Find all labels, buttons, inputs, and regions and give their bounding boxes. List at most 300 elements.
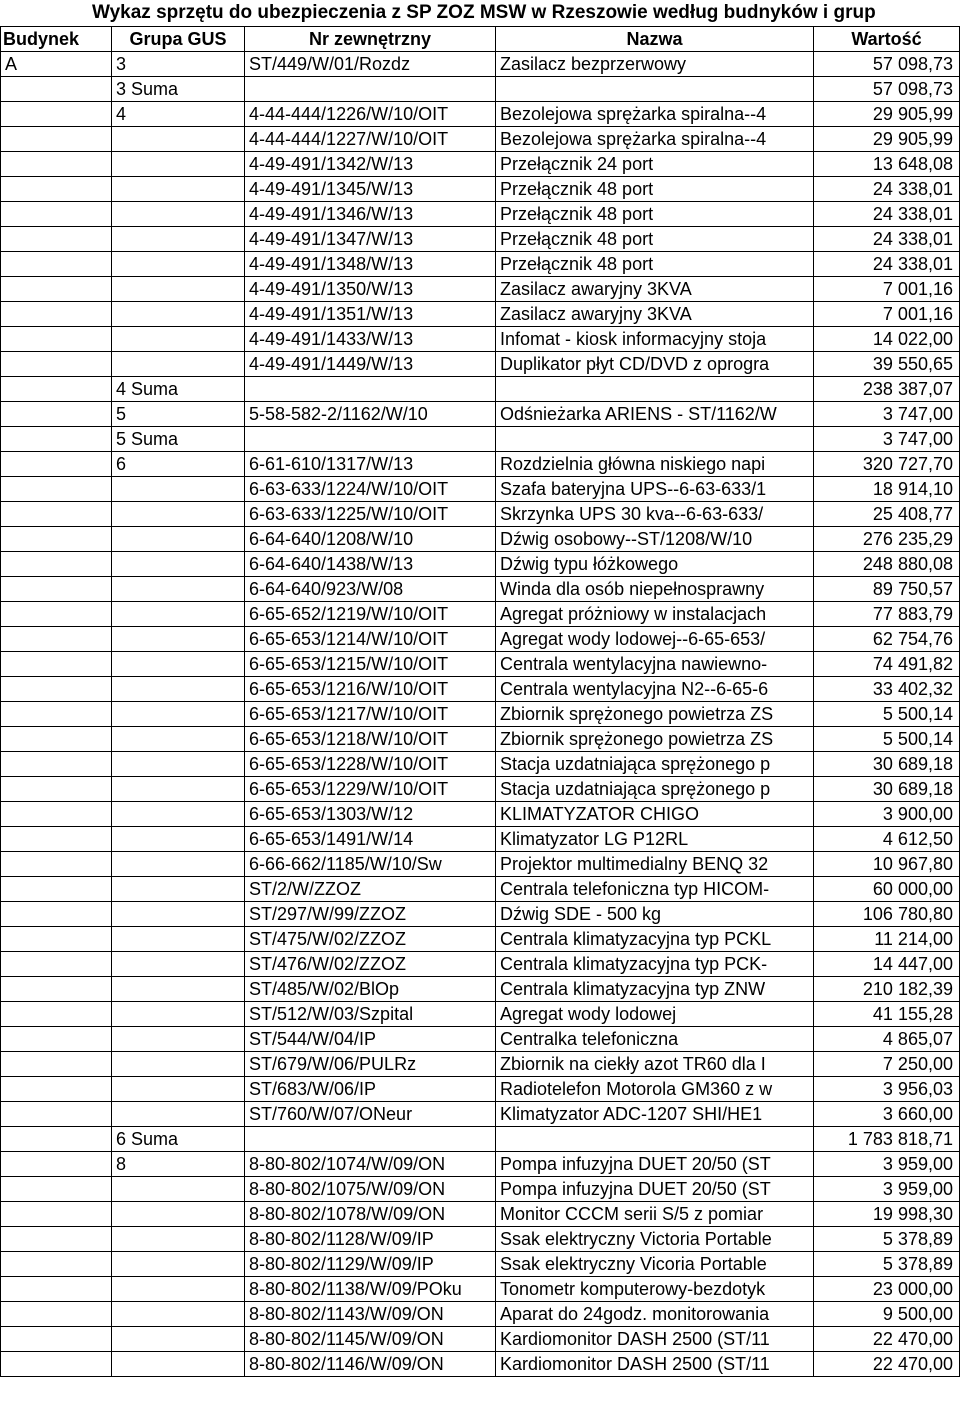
table-row	[1, 1202, 960, 1227]
nr-zewnetrzny-cell: ST/485/W/02/BlOp	[245, 977, 496, 1002]
wartosc-cell: 5 500,14	[814, 702, 960, 727]
nr-zewnetrzny-cell: ST/475/W/02/ZZOZ	[245, 927, 496, 952]
nazwa-cell: Dźwig osobowy--ST/1208/W/10	[496, 527, 814, 552]
wartosc-cell: 5 378,89	[814, 1227, 960, 1252]
wartosc-cell: 57 098,73	[814, 52, 960, 77]
wartosc-cell: 4 865,07	[814, 1027, 960, 1052]
budynek-cell	[1, 1102, 112, 1127]
wartosc-cell: 29 905,99	[814, 102, 960, 127]
wartosc-cell: 14 022,00	[814, 327, 960, 352]
nr-zewnetrzny-cell	[245, 427, 496, 452]
table-row	[1, 1177, 960, 1202]
nr-zewnetrzny-cell: 4-49-491/1342/W/13	[245, 152, 496, 177]
wartosc-cell: 77 883,79	[814, 602, 960, 627]
budynek-cell	[1, 77, 112, 102]
budynek-cell	[1, 852, 112, 877]
wartosc-cell: 7 001,16	[814, 302, 960, 327]
header-grupa-gus: Grupa GUS	[112, 27, 245, 52]
nazwa-cell: Zasilacz awaryjny 3KVA	[496, 302, 814, 327]
table-row	[1, 1052, 960, 1077]
budynek-cell	[1, 377, 112, 402]
budynek-cell	[1, 1177, 112, 1202]
budynek-cell	[1, 127, 112, 152]
nazwa-cell: Agregat próżniowy w instalacjach	[496, 602, 814, 627]
table-row	[1, 1252, 960, 1277]
table-row	[1, 702, 960, 727]
budynek-cell	[1, 577, 112, 602]
nazwa-cell: Centrala wentylacyjna nawiewno-	[496, 652, 814, 677]
budynek-cell	[1, 802, 112, 827]
nr-zewnetrzny-cell: 6-65-653/1228/W/10/OIT	[245, 752, 496, 777]
nr-zewnetrzny-cell: 8-80-802/1143/W/09/ON	[245, 1302, 496, 1327]
table-row	[1, 152, 960, 177]
nr-zewnetrzny-cell: 4-49-491/1346/W/13	[245, 202, 496, 227]
nazwa-cell: Centrala telefoniczna typ HICOM-	[496, 877, 814, 902]
wartosc-cell: 3 747,00	[814, 427, 960, 452]
grupa-gus-cell	[112, 1302, 245, 1327]
nr-zewnetrzny-cell: ST/544/W/04/IP	[245, 1027, 496, 1052]
budynek-cell	[1, 752, 112, 777]
table-row	[1, 352, 960, 377]
wartosc-cell: 24 338,01	[814, 177, 960, 202]
equipment-table	[0, 26, 960, 1377]
budynek-cell	[1, 977, 112, 1002]
wartosc-cell: 13 648,08	[814, 152, 960, 177]
wartosc-cell: 22 470,00	[814, 1352, 960, 1377]
nr-zewnetrzny-cell: 8-80-802/1075/W/09/ON	[245, 1177, 496, 1202]
budynek-cell	[1, 602, 112, 627]
budynek-cell	[1, 352, 112, 377]
grupa-gus-cell: 8	[112, 1152, 245, 1177]
budynek-cell	[1, 1327, 112, 1352]
grupa-gus-cell: 4 Suma	[112, 377, 245, 402]
wartosc-cell: 5 500,14	[814, 727, 960, 752]
wartosc-cell: 57 098,73	[814, 77, 960, 102]
grupa-gus-cell	[112, 502, 245, 527]
nazwa-cell: Przełącznik 48 port	[496, 202, 814, 227]
nr-zewnetrzny-cell: 4-49-491/1351/W/13	[245, 302, 496, 327]
budynek-cell	[1, 1002, 112, 1027]
nr-zewnetrzny-cell: 6-65-653/1229/W/10/OIT	[245, 777, 496, 802]
budynek-cell	[1, 252, 112, 277]
nr-zewnetrzny-cell: 6-65-653/1214/W/10/OIT	[245, 627, 496, 652]
nazwa-cell: Agregat wody lodowej	[496, 1002, 814, 1027]
table-row	[1, 452, 960, 477]
table-row	[1, 402, 960, 427]
grupa-gus-cell	[112, 1327, 245, 1352]
grupa-gus-cell: 3 Suma	[112, 77, 245, 102]
header-wartosc: Wartość	[814, 27, 960, 52]
budynek-cell	[1, 927, 112, 952]
title-text: Wykaz sprzętu do ubezpieczenia z SP ZOZ MSW w Rzeszowie według budnyków i grup	[92, 2, 876, 23]
nr-zewnetrzny-cell: 4-44-444/1226/W/10/OIT	[245, 102, 496, 127]
nazwa-cell: Przełącznik 48 port	[496, 177, 814, 202]
table-row	[1, 827, 960, 852]
table-row	[1, 1152, 960, 1177]
wartosc-cell: 24 338,01	[814, 227, 960, 252]
budynek-cell	[1, 527, 112, 552]
nazwa-cell: Centrala klimatyzacyjna typ PCK-	[496, 952, 814, 977]
nr-zewnetrzny-cell: 6-65-653/1217/W/10/OIT	[245, 702, 496, 727]
table-row	[1, 652, 960, 677]
nr-zewnetrzny-cell: 8-80-802/1078/W/09/ON	[245, 1202, 496, 1227]
nr-zewnetrzny-cell: 5-58-582-2/1162/W/10	[245, 402, 496, 427]
nr-zewnetrzny-cell: 6-66-662/1185/W/10/Sw	[245, 852, 496, 877]
wartosc-cell: 41 155,28	[814, 1002, 960, 1027]
nazwa-cell: Monitor CCCM serii S/5 z pomiar	[496, 1202, 814, 1227]
header-nazwa: Nazwa	[496, 27, 814, 52]
wartosc-cell: 3 660,00	[814, 1102, 960, 1127]
grupa-gus-cell: 5	[112, 402, 245, 427]
wartosc-cell: 3 900,00	[814, 802, 960, 827]
grupa-gus-cell	[112, 302, 245, 327]
grupa-gus-cell: 6 Suma	[112, 1127, 245, 1152]
table-row	[1, 202, 960, 227]
wartosc-cell: 3 747,00	[814, 402, 960, 427]
nr-zewnetrzny-cell: 6-64-640/923/W/08	[245, 577, 496, 602]
grupa-gus-cell	[112, 952, 245, 977]
nr-zewnetrzny-cell: 8-80-802/1074/W/09/ON	[245, 1152, 496, 1177]
grupa-gus-cell	[112, 927, 245, 952]
budynek-cell	[1, 1302, 112, 1327]
table-row	[1, 727, 960, 752]
budynek-cell	[1, 152, 112, 177]
budynek-cell	[1, 1352, 112, 1377]
table-row	[1, 977, 960, 1002]
table-row	[1, 477, 960, 502]
wartosc-cell: 276 235,29	[814, 527, 960, 552]
budynek-cell	[1, 1277, 112, 1302]
table-row	[1, 677, 960, 702]
wartosc-cell: 210 182,39	[814, 977, 960, 1002]
grupa-gus-cell	[112, 902, 245, 927]
wartosc-cell: 33 402,32	[814, 677, 960, 702]
budynek-cell	[1, 1127, 112, 1152]
budynek-cell	[1, 427, 112, 452]
nr-zewnetrzny-cell: ST/449/W/01/Rozdz	[245, 52, 496, 77]
table-row	[1, 1127, 960, 1152]
nazwa-cell: Kardiomonitor DASH 2500 (ST/11	[496, 1352, 814, 1377]
budynek-cell	[1, 1077, 112, 1102]
grupa-gus-cell	[112, 277, 245, 302]
nr-zewnetrzny-cell: 6-65-653/1491/W/14	[245, 827, 496, 852]
nr-zewnetrzny-cell: 4-49-491/1347/W/13	[245, 227, 496, 252]
nazwa-cell: Dźwig typu łóżkowego	[496, 552, 814, 577]
grupa-gus-cell	[112, 1027, 245, 1052]
budynek-cell	[1, 1252, 112, 1277]
budynek-cell	[1, 177, 112, 202]
nazwa-cell: Projektor multimedialny BENQ 32	[496, 852, 814, 877]
grupa-gus-cell	[112, 1227, 245, 1252]
budynek-cell	[1, 702, 112, 727]
table-row	[1, 602, 960, 627]
wartosc-cell: 3 959,00	[814, 1177, 960, 1202]
grupa-gus-cell	[112, 352, 245, 377]
nr-zewnetrzny-cell: 6-65-653/1216/W/10/OIT	[245, 677, 496, 702]
table-row	[1, 1077, 960, 1102]
nr-zewnetrzny-cell	[245, 77, 496, 102]
grupa-gus-cell	[112, 252, 245, 277]
grupa-gus-cell	[112, 852, 245, 877]
budynek-cell	[1, 477, 112, 502]
grupa-gus-cell	[112, 577, 245, 602]
budynek-cell	[1, 452, 112, 477]
nazwa-cell: Dźwig SDE - 500 kg	[496, 902, 814, 927]
nazwa-cell: Przełącznik 48 port	[496, 252, 814, 277]
table-row	[1, 1027, 960, 1052]
nazwa-cell: Zasilacz awaryjny 3KVA	[496, 277, 814, 302]
nazwa-cell: Tonometr komputerowy-bezdotyk	[496, 1277, 814, 1302]
nazwa-cell: Centrala klimatyzacyjna typ ZNW	[496, 977, 814, 1002]
grupa-gus-cell	[112, 1077, 245, 1102]
nr-zewnetrzny-cell: 6-61-610/1317/W/13	[245, 452, 496, 477]
wartosc-cell: 39 550,65	[814, 352, 960, 377]
nazwa-cell: Kardiomonitor DASH 2500 (ST/11	[496, 1327, 814, 1352]
wartosc-cell: 7 001,16	[814, 277, 960, 302]
wartosc-cell: 74 491,82	[814, 652, 960, 677]
nazwa-cell	[496, 427, 814, 452]
table-row	[1, 502, 960, 527]
wartosc-cell: 1 783 818,71	[814, 1127, 960, 1152]
nazwa-cell	[496, 377, 814, 402]
nazwa-cell: Winda dla osób niepełnosprawny	[496, 577, 814, 602]
wartosc-cell: 248 880,08	[814, 552, 960, 577]
nr-zewnetrzny-cell: ST/2/W/ZZOZ	[245, 877, 496, 902]
nazwa-cell: Centralka telefoniczna	[496, 1027, 814, 1052]
budynek-cell	[1, 952, 112, 977]
budynek-cell	[1, 827, 112, 852]
grupa-gus-cell	[112, 777, 245, 802]
nazwa-cell: Przełącznik 24 port	[496, 152, 814, 177]
nr-zewnetrzny-cell	[245, 377, 496, 402]
grupa-gus-cell	[112, 1177, 245, 1202]
budynek-cell	[1, 877, 112, 902]
table-row	[1, 302, 960, 327]
grupa-gus-cell	[112, 977, 245, 1002]
grupa-gus-cell: 3	[112, 52, 245, 77]
table-row	[1, 127, 960, 152]
nazwa-cell	[496, 77, 814, 102]
budynek-cell	[1, 327, 112, 352]
grupa-gus-cell	[112, 202, 245, 227]
wartosc-cell: 3 959,00	[814, 1152, 960, 1177]
header-budynek: Budynek	[1, 27, 112, 52]
nr-zewnetrzny-cell: ST/297/W/99/ZZOZ	[245, 902, 496, 927]
nr-zewnetrzny-cell: ST/679/W/06/PULRz	[245, 1052, 496, 1077]
budynek-cell	[1, 627, 112, 652]
budynek-cell	[1, 202, 112, 227]
nr-zewnetrzny-cell: 6-65-653/1218/W/10/OIT	[245, 727, 496, 752]
nazwa-cell: Duplikator płyt CD/DVD z oprogra	[496, 352, 814, 377]
nazwa-cell: Agregat wody lodowej--6-65-653/	[496, 627, 814, 652]
nr-zewnetrzny-cell: 4-49-491/1350/W/13	[245, 277, 496, 302]
nazwa-cell: Ssak elektryczny Victoria Portable	[496, 1227, 814, 1252]
nazwa-cell: Infomat - kiosk informacyjny stoja	[496, 327, 814, 352]
nr-zewnetrzny-cell: ST/683/W/06/IP	[245, 1077, 496, 1102]
wartosc-cell: 18 914,10	[814, 477, 960, 502]
wartosc-cell: 60 000,00	[814, 877, 960, 902]
nr-zewnetrzny-cell: 6-64-640/1208/W/10	[245, 527, 496, 552]
wartosc-cell: 22 470,00	[814, 1327, 960, 1352]
table-row	[1, 77, 960, 102]
nazwa-cell: Pompa infuzyjna DUET 20/50 (ST	[496, 1177, 814, 1202]
table-row	[1, 1227, 960, 1252]
nr-zewnetrzny-cell: 6-65-652/1219/W/10/OIT	[245, 602, 496, 627]
wartosc-cell: 11 214,00	[814, 927, 960, 952]
grupa-gus-cell	[112, 227, 245, 252]
nazwa-cell: Zbiornik na ciekły azot TR60 dla I	[496, 1052, 814, 1077]
grupa-gus-cell	[112, 477, 245, 502]
nr-zewnetrzny-cell: 8-80-802/1138/W/09/POku	[245, 1277, 496, 1302]
nazwa-cell: Zasilacz bezprzerwowy	[496, 52, 814, 77]
wartosc-cell: 23 000,00	[814, 1277, 960, 1302]
nazwa-cell: Ssak elektryczny Vicoria Portable	[496, 1252, 814, 1277]
table-row	[1, 102, 960, 127]
nr-zewnetrzny-cell: 8-80-802/1146/W/09/ON	[245, 1352, 496, 1377]
grupa-gus-cell	[112, 627, 245, 652]
table-row	[1, 527, 960, 552]
budynek-cell	[1, 402, 112, 427]
table-row	[1, 752, 960, 777]
nr-zewnetrzny-cell: 6-64-640/1438/W/13	[245, 552, 496, 577]
nr-zewnetrzny-cell: 8-80-802/1145/W/09/ON	[245, 1327, 496, 1352]
nazwa-cell: Zbiornik sprężonego powietrza ZS	[496, 702, 814, 727]
nazwa-cell: Skrzynka UPS 30 kva--6-63-633/	[496, 502, 814, 527]
grupa-gus-cell	[112, 652, 245, 677]
budynek-cell	[1, 1227, 112, 1252]
wartosc-cell: 25 408,77	[814, 502, 960, 527]
nr-zewnetrzny-cell: 4-49-491/1449/W/13	[245, 352, 496, 377]
grupa-gus-cell: 6	[112, 452, 245, 477]
grupa-gus-cell	[112, 677, 245, 702]
nazwa-cell: Pompa infuzyjna DUET 20/50 (ST	[496, 1152, 814, 1177]
grupa-gus-cell	[112, 552, 245, 577]
table-row	[1, 177, 960, 202]
table-row	[1, 377, 960, 402]
grupa-gus-cell	[112, 827, 245, 852]
table-row	[1, 1102, 960, 1127]
nazwa-cell: Aparat do 24godz. monitorowania	[496, 1302, 814, 1327]
table-row	[1, 52, 960, 77]
nr-zewnetrzny-cell: 8-80-802/1128/W/09/IP	[245, 1227, 496, 1252]
nr-zewnetrzny-cell: 8-80-802/1129/W/09/IP	[245, 1252, 496, 1277]
grupa-gus-cell	[112, 1052, 245, 1077]
budynek-cell	[1, 277, 112, 302]
table-row	[1, 852, 960, 877]
budynek-cell	[1, 502, 112, 527]
nr-zewnetrzny-cell: 6-65-653/1303/W/12	[245, 802, 496, 827]
header-row	[1, 27, 960, 52]
grupa-gus-cell	[112, 752, 245, 777]
nazwa-cell: KLIMATYZATOR CHIGO	[496, 802, 814, 827]
nr-zewnetrzny-cell: ST/760/W/07/ONeur	[245, 1102, 496, 1127]
nazwa-cell: Stacja uzdatniająca sprężonego p	[496, 777, 814, 802]
grupa-gus-cell	[112, 1277, 245, 1302]
wartosc-cell: 10 967,80	[814, 852, 960, 877]
grupa-gus-cell	[112, 177, 245, 202]
table-row	[1, 952, 960, 977]
grupa-gus-cell	[112, 1202, 245, 1227]
grupa-gus-cell	[112, 327, 245, 352]
budynek-cell	[1, 102, 112, 127]
nr-zewnetrzny-cell: 6-63-633/1225/W/10/OIT	[245, 502, 496, 527]
grupa-gus-cell	[112, 1352, 245, 1377]
wartosc-cell: 238 387,07	[814, 377, 960, 402]
nazwa-cell: Przełącznik 48 port	[496, 227, 814, 252]
nazwa-cell: Radiotelefon Motorola GM360 z w	[496, 1077, 814, 1102]
grupa-gus-cell	[112, 1252, 245, 1277]
budynek-cell	[1, 227, 112, 252]
budynek-cell	[1, 652, 112, 677]
nazwa-cell: Centrala wentylacyjna N2--6-65-6	[496, 677, 814, 702]
budynek-cell: A	[1, 52, 112, 77]
budynek-cell	[1, 302, 112, 327]
nr-zewnetrzny-cell: ST/512/W/03/Szpital	[245, 1002, 496, 1027]
budynek-cell	[1, 1052, 112, 1077]
budynek-cell	[1, 902, 112, 927]
grupa-gus-cell	[112, 1102, 245, 1127]
nazwa-cell: Bezolejowa sprężarka spiralna--4	[496, 102, 814, 127]
nr-zewnetrzny-cell: 4-49-491/1345/W/13	[245, 177, 496, 202]
wartosc-cell: 9 500,00	[814, 1302, 960, 1327]
table-row	[1, 1327, 960, 1352]
wartosc-cell: 30 689,18	[814, 752, 960, 777]
wartosc-cell: 19 998,30	[814, 1202, 960, 1227]
table-row	[1, 1352, 960, 1377]
table-row	[1, 877, 960, 902]
nr-zewnetrzny-cell: ST/476/W/02/ZZOZ	[245, 952, 496, 977]
wartosc-cell: 30 689,18	[814, 777, 960, 802]
wartosc-cell: 14 447,00	[814, 952, 960, 977]
table-row	[1, 777, 960, 802]
nr-zewnetrzny-cell	[245, 1127, 496, 1152]
budynek-cell	[1, 1027, 112, 1052]
wartosc-cell: 3 956,03	[814, 1077, 960, 1102]
grupa-gus-cell	[112, 127, 245, 152]
grupa-gus-cell: 5 Suma	[112, 427, 245, 452]
grupa-gus-cell	[112, 527, 245, 552]
wartosc-cell: 29 905,99	[814, 127, 960, 152]
table-row	[1, 252, 960, 277]
nazwa-cell: Odśnieżarka ARIENS - ST/1162/W	[496, 402, 814, 427]
wartosc-cell: 5 378,89	[814, 1252, 960, 1277]
table-row	[1, 802, 960, 827]
grupa-gus-cell	[112, 802, 245, 827]
grupa-gus-cell	[112, 727, 245, 752]
wartosc-cell: 4 612,50	[814, 827, 960, 852]
grupa-gus-cell	[112, 702, 245, 727]
table-row	[1, 627, 960, 652]
table-row	[1, 1277, 960, 1302]
nr-zewnetrzny-cell: 4-44-444/1227/W/10/OIT	[245, 127, 496, 152]
header-nr-zewnetrzny: Nr zewnętrzny	[245, 27, 496, 52]
budynek-cell	[1, 777, 112, 802]
wartosc-cell: 320 727,70	[814, 452, 960, 477]
wartosc-cell: 24 338,01	[814, 202, 960, 227]
nazwa-cell	[496, 1127, 814, 1152]
grupa-gus-cell	[112, 602, 245, 627]
table-body	[1, 52, 960, 1377]
nr-zewnetrzny-cell: 4-49-491/1348/W/13	[245, 252, 496, 277]
budynek-cell	[1, 1202, 112, 1227]
nr-zewnetrzny-cell: 6-65-653/1215/W/10/OIT	[245, 652, 496, 677]
table-row	[1, 552, 960, 577]
wartosc-cell: 62 754,76	[814, 627, 960, 652]
grupa-gus-cell	[112, 1002, 245, 1027]
grupa-gus-cell: 4	[112, 102, 245, 127]
grupa-gus-cell	[112, 152, 245, 177]
table-row	[1, 427, 960, 452]
